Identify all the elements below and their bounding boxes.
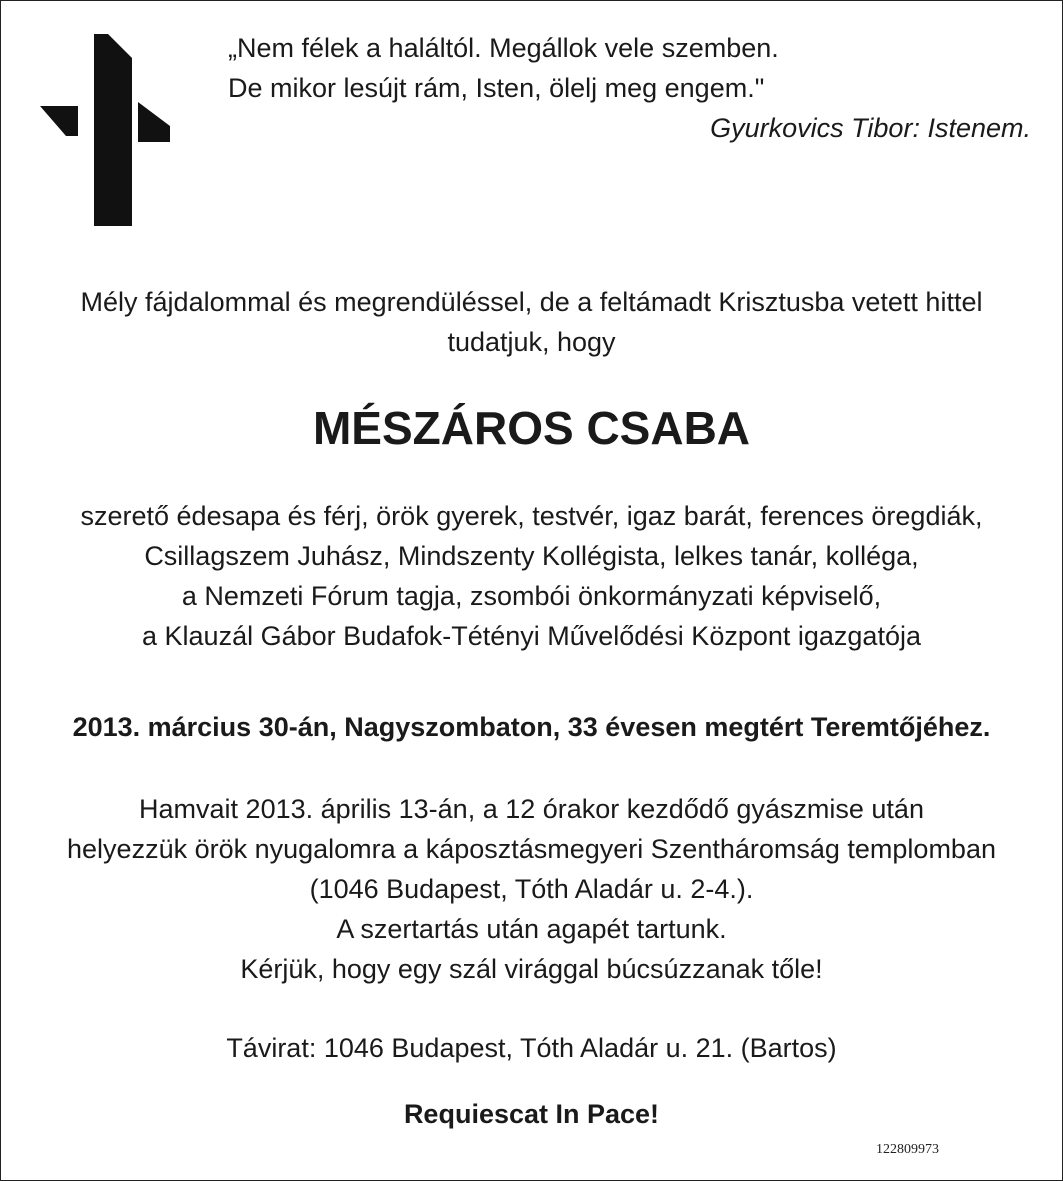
quote-author: Gyurkovics Tibor: Istenem. <box>710 113 1031 143</box>
title-line: szerető édesapa és férj, örök gyerek, testvér, igaz barát, ferences öregdiák, <box>80 501 983 531</box>
quote-block <box>228 28 1033 148</box>
funeral-line: (1046 Budapest, Tóth Aladár u. 2-4.). <box>309 874 754 904</box>
intro-line: Mély fájdalommal és megrendüléssel, de a feltámadt Krisztusba vetett hittel <box>80 287 983 317</box>
deceased-name: MÉSZÁROS CSABA <box>312 402 751 454</box>
funeral-line: Kérjük, hogy egy szál virággal búcsúzzanak tőle! <box>240 954 823 984</box>
ad-id: 122809973 <box>876 1142 939 1157</box>
title-line: a Klauzál Gábor Budafok-Tétényi Művelődési Központ igazgatója <box>142 621 921 651</box>
quote-line: De mikor lesújt rám, Isten, ölelj meg engem." <box>228 73 765 103</box>
cross-icon <box>38 30 172 230</box>
death-notice: 2013. március 30-án, Nagyszombaton, 33 évesen megtért Teremtőjéhez. <box>72 712 991 742</box>
funeral-line: Hamvait 2013. április 13-án, a 12 órakor kezdődő gyászmise után <box>139 794 924 824</box>
title-line: Csillagszem Juhász, Mindszenty Kollégista, lelkes tanár, kolléga, <box>144 541 919 571</box>
funeral-line: helyezzük örök nyugalomra a káposztásmegyeri Szentháromság templomban <box>67 834 996 864</box>
quote-line: „Nem félek a haláltól. Megállok vele szemben. <box>228 33 779 63</box>
intro-text <box>0 282 1063 362</box>
funeral-line: A szertartás után agapét tartunk. <box>336 914 727 944</box>
telegram-address: Távirat: 1046 Budapest, Tóth Aladár u. 21. (Bartos) <box>226 1033 837 1063</box>
intro-line: tudatjuk, hogy <box>447 327 616 357</box>
funeral-info <box>0 789 1063 989</box>
title-line: a Nemzeti Fórum tagja, zsombói önkormányzati képviselő, <box>181 581 882 611</box>
closing-phrase: Requiescat In Pace! <box>403 1099 660 1129</box>
titles-list <box>0 496 1063 656</box>
